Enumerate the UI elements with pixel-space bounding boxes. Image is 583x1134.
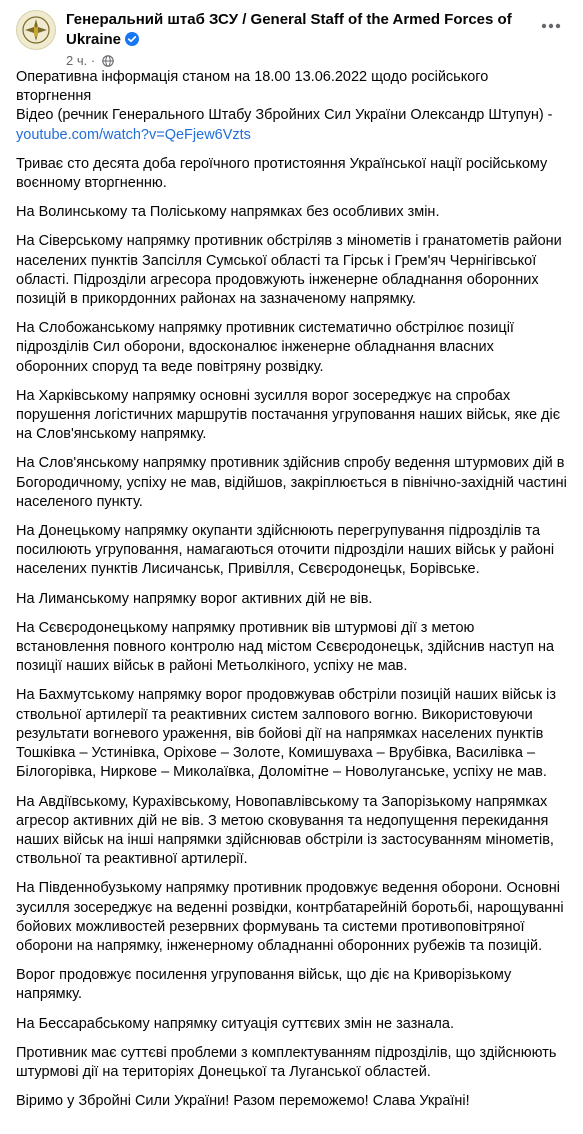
- paragraph-14: На Бессарабському напрямку ситуація суттєвих змін не зазнала.: [16, 1015, 454, 1032]
- paragraph-4: На Слобожанському напрямку противник систематично обстрілює позиції підрозділів Сил оборони, вдосконалює інженерне обладнання власних оборонних споруд та веде повітряну розвідку.: [16, 320, 514, 375]
- paragraph-8: На Лиманському напрямку ворог активних дій не вів.: [16, 590, 373, 607]
- paragraph-3: На Сіверському напрямку противник обстріляв з мінометів і гранатометів райони населених пунктів Запсілля Сумської області та Гірськ і Грем'яч Чернігівської області. Підрозділи агресора продовжують інженерне обладнання оборонних позицій в прикордонних районах на зазначеному напрямку.: [16, 233, 562, 308]
- post-intro: [16, 68, 567, 145]
- paragraph-5: На Харківському напрямку основні зусилля ворог зосереджує на спробах порушення логістичних маршрутів постачання угруповання наших військ, яке діє на Слов'янському напрямку.: [16, 387, 561, 443]
- post-body: [16, 68, 567, 1121]
- paragraph-16: Віримо у Збройні Сили України! Разом переможемо! Слава Україні!: [16, 1093, 470, 1110]
- intro-line-1: Оперативна інформація станом на 18.00 13.06.2022 щодо російського вторгнення: [16, 69, 489, 105]
- more-options-button[interactable]: [535, 10, 567, 42]
- armed-forces-emblem-icon: [21, 15, 51, 45]
- verified-badge-icon: [125, 32, 139, 46]
- paragraph-6: На Слов'янському напрямку противник здійснив спробу ведення штурмових дій в Богородичному, успіху не мав, відійшов, закріплюється в північно-західній частині населеного пункту.: [16, 455, 567, 510]
- post-header: [16, 10, 567, 70]
- intro-line-2: Відео (речник Генерального Штабу Збройних Сил України Олександр Штупун) -: [16, 107, 553, 124]
- post-time[interactable]: 2 ч.: [66, 53, 88, 68]
- paragraph-1: Триває сто десята доба героїчного протистояння Української нації російському воєнному вторгненню.: [16, 155, 548, 192]
- paragraph-9: На Сєвєродонецькому напрямку противник вів штурмові дії з метою встановлення повного контролю над містом Сєвєродонецьк, здійснив наступ на позиції наших військ в районі Метьолкіного, успіху не мав.: [16, 619, 555, 675]
- post-meta: 2 ч. ·: [66, 53, 114, 69]
- page-name[interactable]: Генеральний штаб ЗСУ / General Staff of the Armed Forces of Ukraine: [66, 11, 512, 48]
- video-link[interactable]: youtube.com/watch?v=QeFjew6Vzts: [16, 126, 251, 143]
- paragraph-2: На Волинському та Поліському напрямках без особливих змін.: [16, 204, 440, 221]
- paragraph-11: На Авдіївському, Курахівському, Новопавлівському та Запорізькому напрямках агресор активних дій не вів. З метою сковування та недопущення перекидання наших військ на інші напрямки здійснював обстріли із застосуванням мінометів, ствольної та реактивної артилерії.: [16, 793, 554, 868]
- page-name-line: [66, 10, 526, 50]
- paragraph-7: На Донецькому напрямку окупанти здійснюють перегрупування підрозділів та посилюють угруповання, намагаються оточити підрозділи наших військ у районі населених пунктів Лисичанськ, Привілля, Сєвєродонецьк, Борівське.: [16, 523, 555, 578]
- paragraph-12: На Південнобузькому напрямку противник продовжує ведення оборони. Основні зусилля зосереджує на веденні розвідки, контрбатарейній боротьбі, нарощуванні бойових можливостей резервних формувань та системи противоповітряної оборони на напрямку, інженерному обладнанні оборонних рубежів та позицій.: [16, 880, 564, 954]
- paragraph-15: Противник має суттєві проблеми з комплектуванням підрозділів, що здійснюють штурмові дії на територіях Донецької та Луганської областей.: [16, 1044, 557, 1080]
- paragraph-10: На Бахмутському напрямку ворог продовжував обстріли позицій наших військ із ствольної артилерії та реактивних систем залпового вогню. Використовуючи результати вогневого ураження, вів бойові дії на напрямках населених пунктів Тошківка – Устинівка, Оріхове – Золоте, Комишуваха – Врубівка, Василівка – Білогорівка, Ниркове – Миколаївка, Доломітне – Новолуганське, успіху не мав.: [16, 687, 556, 781]
- more-options-icon: [541, 23, 561, 29]
- paragraph-13: Ворог продовжує посилення угруповання військ, що діє на Криворізькому напрямку.: [16, 967, 512, 1003]
- page-avatar[interactable]: [16, 10, 56, 50]
- globe-icon: [102, 55, 114, 67]
